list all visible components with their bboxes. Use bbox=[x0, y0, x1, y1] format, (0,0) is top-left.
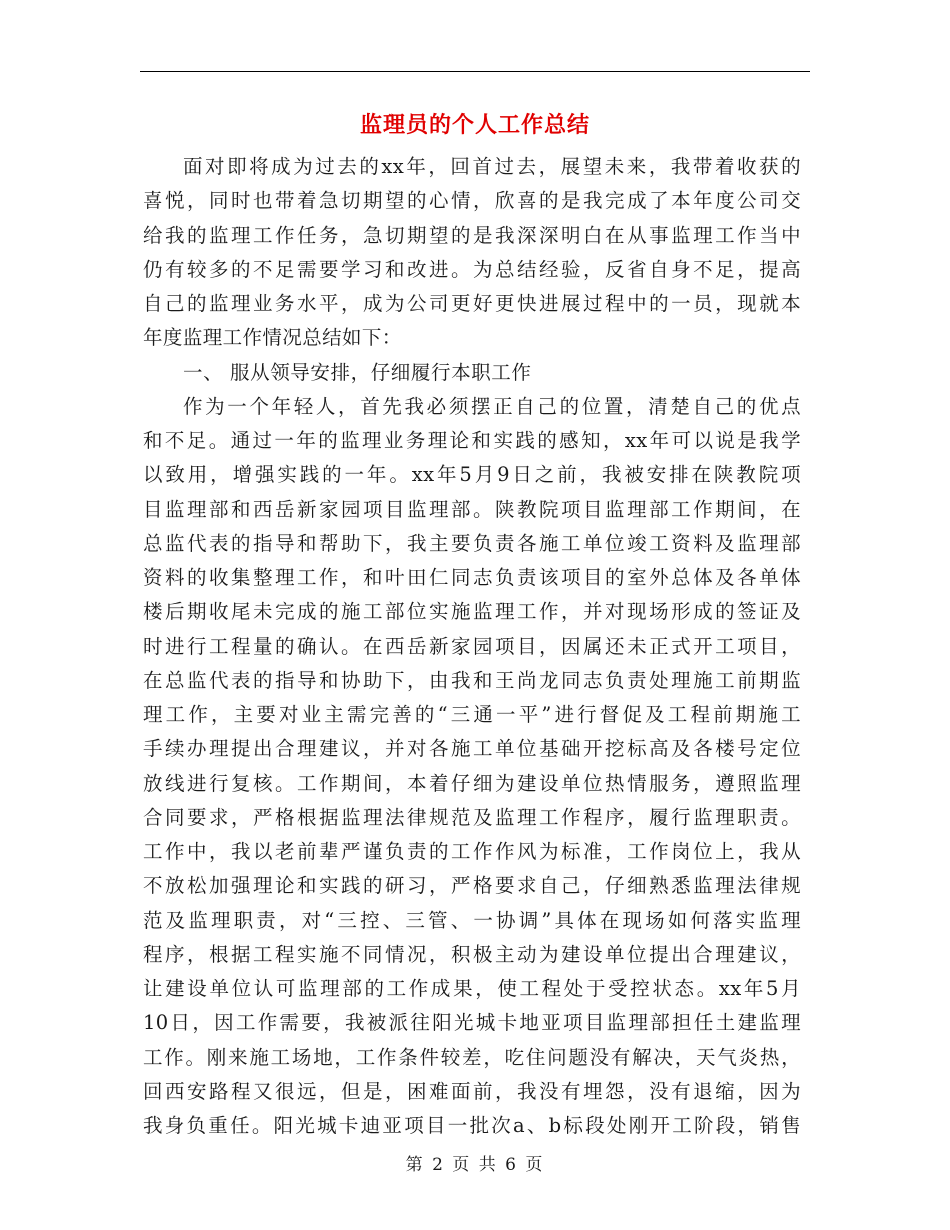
paragraph-line: 不放松加强理论和实践的研习，严格要求自己，仔细熟悉监理法律规 bbox=[143, 874, 801, 898]
document-title: 监理员的个人工作总结 bbox=[359, 112, 590, 138]
paragraph-line: 仍有较多的不足需要学习和改进。为总结经验，反省自身不足，提高 bbox=[143, 257, 801, 281]
paragraph-line: 以致用，增强实践的一年。xx年5月9日之前，我被安排在陕教院项 bbox=[143, 463, 801, 487]
paragraph-line: 总监代表的指导和帮助下，我主要负责各施工单位竣工资料及监理部 bbox=[143, 531, 801, 555]
paragraph-line: 在总监代表的指导和协助下，由我和王尚龙同志负责处理施工前期监 bbox=[143, 668, 801, 692]
header-rule bbox=[140, 71, 810, 72]
paragraph-line: 我身负重任。阳光城卡迪亚项目一批次a、b标段处刚开工阶段，销售 bbox=[143, 1114, 801, 1137]
paragraph-line: 手续办理提出合理建议，并对各施工单位基础开挖标高及各楼号定位 bbox=[143, 737, 801, 761]
paragraph-line: 程序，根据工程实施不同情况，积极主动为建设单位提出合理建议， bbox=[143, 942, 801, 966]
paragraph-line: 放线进行复核。工作期间，本着仔细为建设单位热情服务，遵照监理 bbox=[143, 771, 801, 795]
paragraph-line: 范及监理职责，对“三控、三管、一协调”具体在现场如何落实监理 bbox=[143, 908, 801, 932]
paragraph-line: 工作。刚来施工场地，工作条件较差，吃住问题没有解决，天气炎热， bbox=[143, 1045, 801, 1069]
paragraph-line: 面对即将成为过去的xx年，回首过去，展望未来，我带着收获的 bbox=[183, 155, 801, 178]
paragraph-line: 给我的监理工作任务，急切期望的是我深深明白在从事监理工作当中 bbox=[143, 223, 801, 247]
paragraph-line: 让建设单位认可监理部的工作成果，使工程处于受控状态。xx年5月 bbox=[143, 977, 801, 1000]
document-body bbox=[143, 150, 801, 1143]
page-number: 第 2 页 共 6 页 bbox=[405, 1155, 545, 1175]
paragraph-line: 楼后期收尾未完成的施工部位实施监理工作，并对现场形成的签证及 bbox=[143, 600, 801, 624]
paragraph-line: 10日，因工作需要，我被派往阳光城卡地亚项目监理部担任土建监理 bbox=[143, 1011, 801, 1035]
paragraph-line: 回西安路程又很远，但是，困难面前，我没有埋怨，没有退缩，因为 bbox=[143, 1079, 801, 1103]
paragraph-line: 年度监理工作情况总结如下： bbox=[143, 326, 402, 350]
paragraph-line: 合同要求，严格根据监理法律规范及监理工作程序，履行监理职责。 bbox=[143, 805, 801, 829]
paragraph-line: 时进行工程量的确认。在西岳新家园项目，因属还未正式开工项目， bbox=[143, 634, 801, 658]
paragraph-line: 工作中，我以老前辈严谨负责的工作作风为标准，工作岗位上，我从 bbox=[143, 840, 801, 863]
paragraph-line: 自己的监理业务水平，成为公司更好更快进展过程中的一员，现就本 bbox=[143, 292, 801, 315]
paragraph-line: 理工作，主要对业主需完善的“三通一平”进行督促及工程前期施工 bbox=[143, 703, 801, 726]
section-heading: 一、 服从领导安排，仔细履行本职工作 bbox=[183, 360, 532, 384]
paragraph-line: 和不足。通过一年的监理业务理论和实践的感知，xx年可以说是我学 bbox=[143, 429, 801, 452]
paragraph-line: 喜悦，同时也带着急切期望的心情，欣喜的是我完成了本年度公司交 bbox=[143, 189, 801, 213]
paragraph-line: 资料的收集整理工作，和叶田仁同志负责该项目的室外总体及各单体 bbox=[143, 566, 801, 589]
paragraph-line: 作为一个年轻人，首先我必须摆正自己的位置，清楚自己的优点 bbox=[183, 394, 801, 418]
paragraph-line: 目监理部和西岳新家园项目监理部。陕教院项目监理部工作期间，在 bbox=[143, 497, 801, 521]
